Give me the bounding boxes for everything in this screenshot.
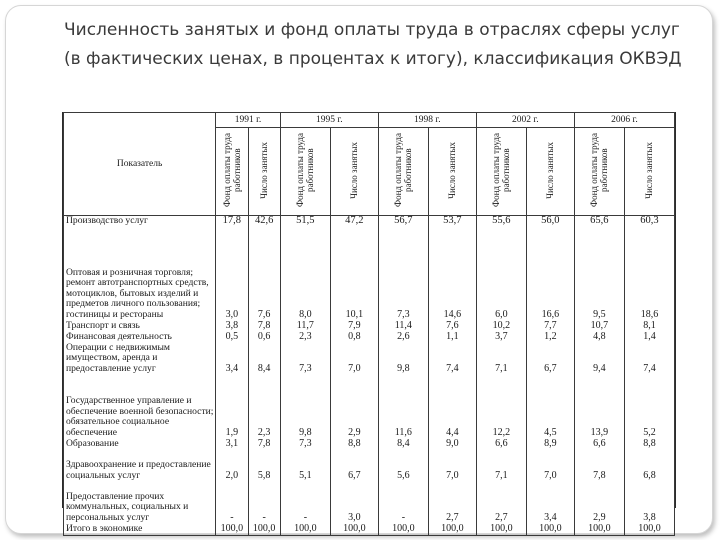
table-cell: -	[216, 482, 248, 524]
row-label: Операции с недвижимым имуществом, аренда и предоставление услуг	[64, 343, 216, 375]
table-cell: 7,0	[330, 343, 378, 375]
table-cell: 2,0	[216, 450, 248, 482]
table-cell: 100,0	[378, 524, 428, 536]
table-cell: 53,7	[428, 216, 476, 231]
table-row	[64, 482, 675, 524]
table-cell: 0,6	[248, 332, 280, 343]
table-cell: 9,8	[280, 375, 330, 439]
table-cell: 2,3	[280, 332, 330, 343]
table-cell: 0,8	[330, 332, 378, 343]
table-cell: 3,1	[216, 439, 248, 450]
table-cell: 0,5	[216, 332, 248, 343]
table-cell: 7,9	[330, 321, 378, 332]
table-cell: 10,7	[574, 321, 624, 332]
table-cell: 7,8	[248, 321, 280, 332]
table-cell: 8,4	[248, 343, 280, 375]
table-cell: 100,0	[476, 524, 526, 536]
table-cell: 4,5	[526, 375, 574, 439]
table-cell: 4,8	[574, 332, 624, 343]
table-cell: 1,2	[526, 332, 574, 343]
table-cell: 55,6	[476, 216, 526, 231]
table-cell: 7,1	[476, 343, 526, 375]
row-label: Итого в экономике	[64, 524, 216, 536]
year-header-1998: 1998 г.	[378, 113, 476, 128]
table-cell: -	[378, 482, 428, 524]
row-label: Здравоохранение и предоставление социальных услуг	[64, 450, 216, 482]
row-label: Предоставление прочих коммунальных, социальных и персональных услуг	[64, 482, 216, 524]
table-cell: 3,8	[624, 482, 674, 524]
table-cell: 8,1	[624, 321, 674, 332]
row-label: Транспорт и связь	[64, 321, 216, 332]
table-cell: 8,4	[378, 439, 428, 450]
sub-header-employed: Число занятых	[248, 128, 280, 216]
table-cell: 100,0	[624, 524, 674, 536]
employment-wage-table	[63, 112, 675, 536]
sub-header-wage: Фонд оплаты труда работников	[216, 128, 248, 216]
sub-header-employed: Число занятых	[526, 128, 574, 216]
table-cell: 17,8	[216, 216, 248, 231]
table-cell: 12,2	[476, 375, 526, 439]
table-cell: 3,8	[216, 321, 248, 332]
year-header-1991: 1991 г.	[216, 113, 281, 128]
slide-title: Численность занятых и фонд оплаты труда в отраслях сферы услуг (в фактических ценах, в процентах к итогу), классификация ОКВЭД	[64, 20, 682, 69]
table-cell: 7,1	[476, 450, 526, 482]
table-cell: 5,8	[248, 450, 280, 482]
table-row	[64, 343, 675, 375]
table-row	[64, 439, 675, 450]
table-cell: 100,0	[526, 524, 574, 536]
table-cell: 100,0	[280, 524, 330, 536]
sub-header-wage: Фонд оплаты труда работников	[476, 128, 526, 216]
table-cell: 5,6	[378, 450, 428, 482]
year-header-row	[64, 113, 675, 128]
table-cell: 7,3	[280, 343, 330, 375]
table-cell: 1,9	[216, 375, 248, 439]
table-cell: 8,0	[280, 231, 330, 321]
data-table-container	[62, 112, 676, 535]
table-cell: 8,9	[526, 439, 574, 450]
table-cell: 7,8	[248, 439, 280, 450]
sub-header-wage: Фонд оплаты труда работников	[378, 128, 428, 216]
table-cell: 2,7	[476, 482, 526, 524]
row-label: Оптовая и розничная торговля; ремонт автотранспортных средств, мотоциклов, бытовых изделий и предметов личного пользования; гостиницы и рестораны	[64, 231, 216, 321]
table-cell: 11,6	[378, 375, 428, 439]
row-label: Производство услуг	[64, 216, 216, 231]
table-cell: 100,0	[428, 524, 476, 536]
table-cell: 3,0	[330, 482, 378, 524]
table-cell: 6,7	[526, 343, 574, 375]
table-row	[64, 321, 675, 332]
table-cell: 60,3	[624, 216, 674, 231]
table-cell: 7,0	[526, 450, 574, 482]
table-cell: 9,4	[574, 343, 624, 375]
table-row	[64, 216, 675, 231]
table-cell: 2,9	[330, 375, 378, 439]
table-cell: 1,1	[428, 332, 476, 343]
table-cell: 5,1	[280, 450, 330, 482]
year-header-1995: 1995 г.	[280, 113, 378, 128]
year-header-2006: 2006 г.	[574, 113, 674, 128]
table-cell: 3,7	[476, 332, 526, 343]
table-cell: 2,9	[574, 482, 624, 524]
table-cell: 3,4	[526, 482, 574, 524]
sub-header-employed: Число занятых	[624, 128, 674, 216]
table-cell: -	[280, 482, 330, 524]
table-cell: 11,7	[280, 321, 330, 332]
table-cell: 9,0	[428, 439, 476, 450]
table-cell: 11,4	[378, 321, 428, 332]
table-cell: -	[248, 482, 280, 524]
table-cell: 42,6	[248, 216, 280, 231]
table-cell: 2,6	[378, 332, 428, 343]
sub-header-wage: Фонд оплаты труда работников	[574, 128, 624, 216]
table-cell: 14,6	[428, 231, 476, 321]
table-cell: 10,1	[330, 231, 378, 321]
table-cell: 65,6	[574, 216, 624, 231]
table-row	[64, 450, 675, 482]
table-row	[64, 375, 675, 439]
table-cell: 5,2	[624, 375, 674, 439]
table-cell: 3,0	[216, 231, 248, 321]
row-label: Финансовая деятельность	[64, 332, 216, 343]
table-cell: 6,7	[330, 450, 378, 482]
table-cell: 6,6	[574, 439, 624, 450]
table-cell: 100,0	[330, 524, 378, 536]
table-cell: 9,5	[574, 231, 624, 321]
table-cell: 7,3	[378, 231, 428, 321]
table-cell: 100,0	[248, 524, 280, 536]
sub-header-employed: Число занятых	[428, 128, 476, 216]
table-cell: 9,8	[378, 343, 428, 375]
table-cell: 56,7	[378, 216, 428, 231]
table-cell: 7,4	[428, 343, 476, 375]
table-cell: 1,4	[624, 332, 674, 343]
table-cell: 13,9	[574, 375, 624, 439]
table-cell: 3,4	[216, 343, 248, 375]
table-cell: 7,6	[248, 231, 280, 321]
row-label: Государственное управление и обеспечение военной безопасности; обязательное социальное обеспечение	[64, 375, 216, 439]
table-row	[64, 524, 675, 536]
table-cell: 7,7	[526, 321, 574, 332]
table-cell: 6,0	[476, 231, 526, 321]
table-cell: 8,8	[624, 439, 674, 450]
indicator-header: Показатель	[64, 113, 216, 216]
table-cell: 7,4	[624, 343, 674, 375]
table-body	[64, 216, 675, 536]
table-cell: 6,8	[624, 450, 674, 482]
table-cell: 6,6	[476, 439, 526, 450]
table-cell: 18,6	[624, 231, 674, 321]
table-cell: 10,2	[476, 321, 526, 332]
table-row	[64, 332, 675, 343]
table-cell: 56,0	[526, 216, 574, 231]
table-cell: 2,3	[248, 375, 280, 439]
table-cell: 2,7	[428, 482, 476, 524]
table-cell: 47,2	[330, 216, 378, 231]
sub-header-employed: Число занятых	[330, 128, 378, 216]
table-cell: 7,3	[280, 439, 330, 450]
table-cell: 51,5	[280, 216, 330, 231]
table-cell: 4,4	[428, 375, 476, 439]
table-cell: 7,6	[428, 321, 476, 332]
table-cell: 7,8	[574, 450, 624, 482]
table-cell: 100,0	[574, 524, 624, 536]
table-cell: 7,0	[428, 450, 476, 482]
table-row	[64, 231, 675, 321]
row-label: Образование	[64, 439, 216, 450]
table-cell: 100,0	[216, 524, 248, 536]
table-cell: 16,6	[526, 231, 574, 321]
table-cell: 8,8	[330, 439, 378, 450]
year-header-2002: 2002 г.	[476, 113, 574, 128]
sub-header-wage: Фонд оплаты труда работников	[280, 128, 330, 216]
